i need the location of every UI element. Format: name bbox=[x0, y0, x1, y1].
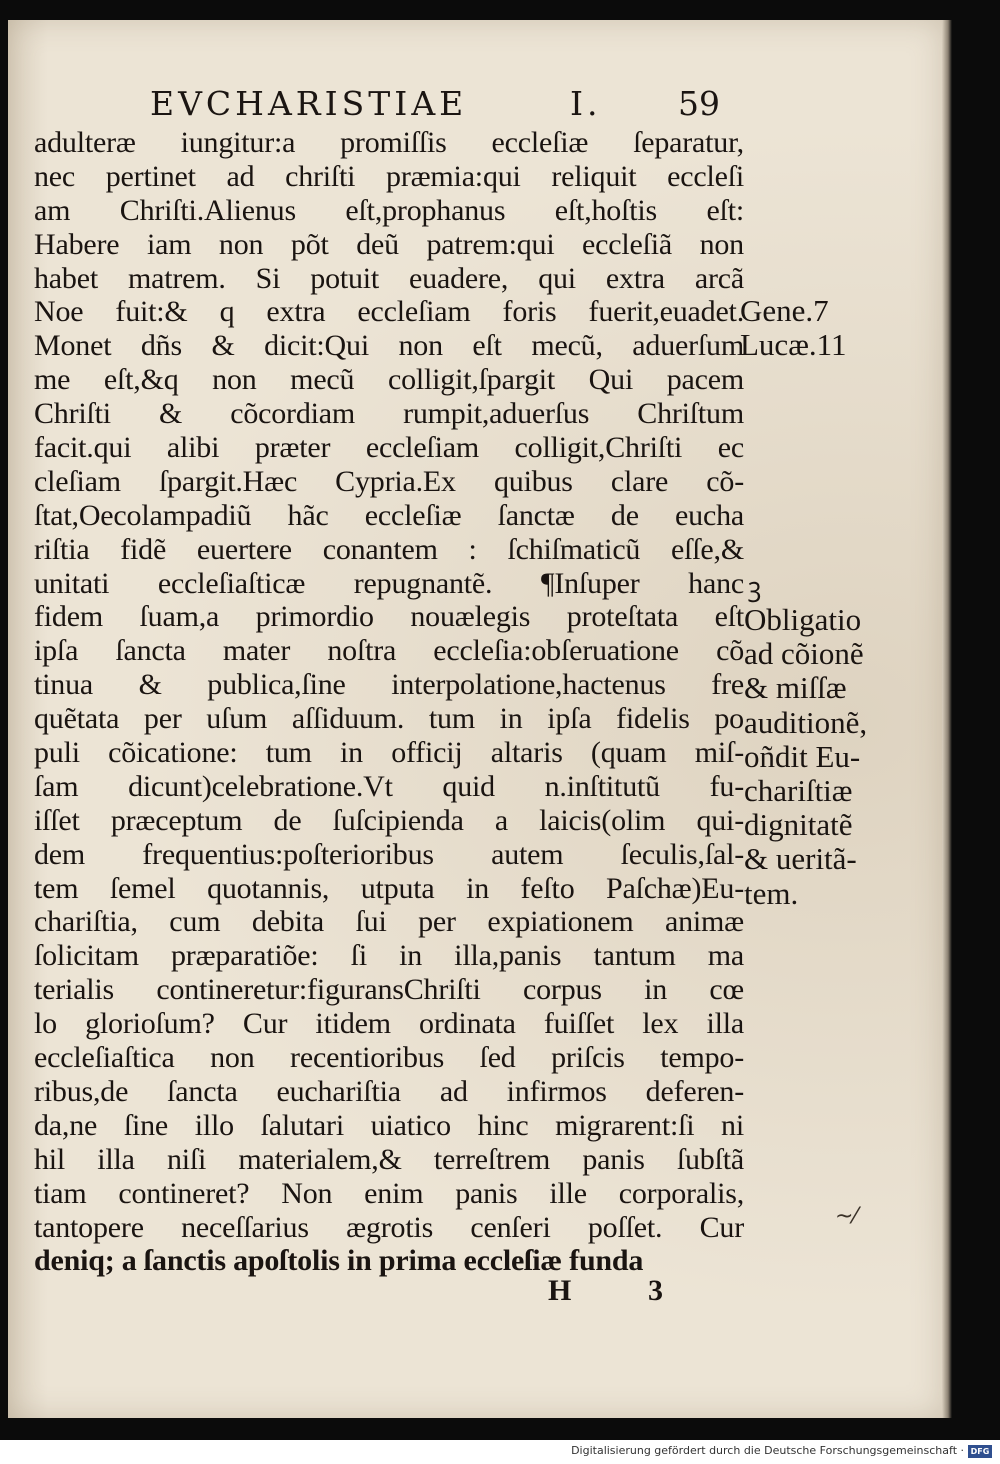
digitization-credit: Digitalisierung gefördert durch die Deutsche Forschungsgemeinschaft · bbox=[571, 1444, 964, 1457]
text-line: adulteræ iungitur:a promiſſis eccleſiæ ſeparatur, bbox=[34, 126, 744, 159]
text-line: da,ne ſine illo ſalutari uiatico hinc migrarent:ſi ni bbox=[34, 1108, 744, 1142]
margin-marker: ꝫ bbox=[748, 573, 762, 602]
text-line: iſſet præceptum de ſuſcipienda a laicis(olim qui- bbox=[34, 803, 744, 837]
running-head-title: EVCHARISTIAE bbox=[150, 84, 468, 123]
text-line: fidem ſuam,a primordio nouælegis proteſtata eſt bbox=[34, 600, 744, 634]
text-line: puli cõicatione: tum in officij altaris (quam miſ- bbox=[34, 736, 744, 770]
text-line: Habere iam non põt deũ patrem:qui eccleſiã non bbox=[34, 227, 744, 261]
text-line: Noe fuit:& q extra eccleſiam foris fuerit,euadet. bbox=[34, 295, 744, 329]
text-line: habet matrem. Si potuit euadere, qui extra arcã bbox=[34, 261, 744, 295]
text-line: tinua & publica,ſine interpolatione,hactenus fre bbox=[34, 668, 744, 702]
body-text bbox=[34, 126, 744, 1278]
text-line: tem ſemel quotannis, utputa in feſto Paſchæ)Eu- bbox=[34, 871, 744, 905]
margin-note-line: & ueritã- bbox=[744, 841, 857, 877]
text-line: lo glorioſum? Cur itidem ordinata fuiſſet lex illa bbox=[34, 1007, 744, 1041]
text-line: tantopere neceſſarius ægrotis cenſeri poſſet. Cur bbox=[34, 1210, 744, 1244]
page-edge bbox=[942, 20, 952, 1418]
text-line: ſolicitam præparatiõe: ſi in illa,panis tantum ma bbox=[34, 939, 744, 973]
text-line: ribus,de ſancta euchariſtia ad infirmos deferen- bbox=[34, 1074, 744, 1108]
margin-note-line: ad cõionẽ bbox=[744, 636, 864, 672]
signature-letter: H bbox=[548, 1274, 572, 1307]
text-line: hil illa niſi materialem,& terreſtrem panis ſubſtã bbox=[34, 1142, 744, 1176]
text-line: deniq; a ſanctis apoſtolis in prima eccleſiæ funda bbox=[34, 1244, 644, 1278]
text-line: unitati eccleſiaſticæ repugnantẽ. ¶Inſuper hanc bbox=[34, 566, 744, 600]
margin-note-line: chariſtiæ bbox=[744, 772, 853, 808]
text-line: am Chriſti.Alienus eſt,prophanus eſt,hoſtis eſt: bbox=[34, 193, 744, 227]
margin-reference-luke: Lucæ.11 bbox=[740, 327, 847, 362]
text-line: chariſtia, cum debita ſui per expiationem animæ bbox=[34, 905, 744, 939]
text-line: quẽtata per uſum aſſiduum. tum in ipſa fidelis po bbox=[34, 702, 744, 736]
text-line: eccleſiaſtica non recentioribus ſed priſcis tempo- bbox=[34, 1041, 744, 1075]
running-head bbox=[150, 84, 730, 128]
dfg-logo: DFG bbox=[968, 1445, 992, 1458]
text-line: Chriſti & cõcordiam rumpit,aduerſus Chriſtum bbox=[34, 397, 744, 431]
text-line: Monet dñs & dicit:Qui non eſt mecũ, aduerſum bbox=[34, 329, 744, 363]
text-line: ipſa ſancta mater noſtra eccleſia:obſeruatione cõ bbox=[34, 634, 744, 668]
text-line: tiam contineret? Non enim panis ille corporalis, bbox=[34, 1176, 744, 1210]
text-line: ſtat,Oecolampadiũ hãc eccleſiæ ſanctæ de eucha bbox=[34, 498, 744, 532]
text-line: dem frequentius:poſterioribus autem ſeculis,ſal- bbox=[34, 837, 744, 871]
text-line: me eſt,&q non mecũ colligit,ſpargit Qui pacem bbox=[34, 363, 744, 397]
margin-note bbox=[744, 603, 867, 911]
running-head-signature: I. bbox=[570, 84, 602, 123]
text-line: riſtia fidẽ euertere conantem : ſchiſmaticũ eſſe,& bbox=[34, 532, 744, 566]
text-line: nec pertinet ad chriſti præmia:qui reliquit eccleſi bbox=[34, 159, 744, 193]
text-line: cleſiam ſpargit.Hæc Cypria.Ex quibus clare cõ- bbox=[34, 464, 744, 498]
text-line: ſam dicunt)celebratione.Vt quid n.inſtitutũ fu- bbox=[34, 769, 744, 803]
margin-note-line: Obligatio bbox=[744, 602, 862, 637]
margin-references bbox=[740, 294, 846, 362]
margin-note-line: auditionẽ, bbox=[744, 704, 868, 740]
margin-reference-genesis: Gene.7 bbox=[740, 293, 829, 328]
margin-note-line: & miſſæ bbox=[744, 670, 847, 706]
stray-ink-mark: ~⁄ bbox=[835, 1204, 858, 1229]
folio-number: 59 bbox=[678, 84, 720, 123]
signature-number: 3 bbox=[648, 1274, 663, 1307]
margin-note-line: oñdit Eu- bbox=[744, 738, 861, 774]
text-line: facit.qui alibi præter eccleſiam colligit,Chriſti ec bbox=[34, 431, 744, 465]
margin-note-line: dignitatẽ bbox=[744, 807, 853, 843]
text-line: terialis contineretur:figuransChriſti corpus in cœ bbox=[34, 973, 744, 1007]
margin-note-line: tem. bbox=[744, 875, 799, 911]
